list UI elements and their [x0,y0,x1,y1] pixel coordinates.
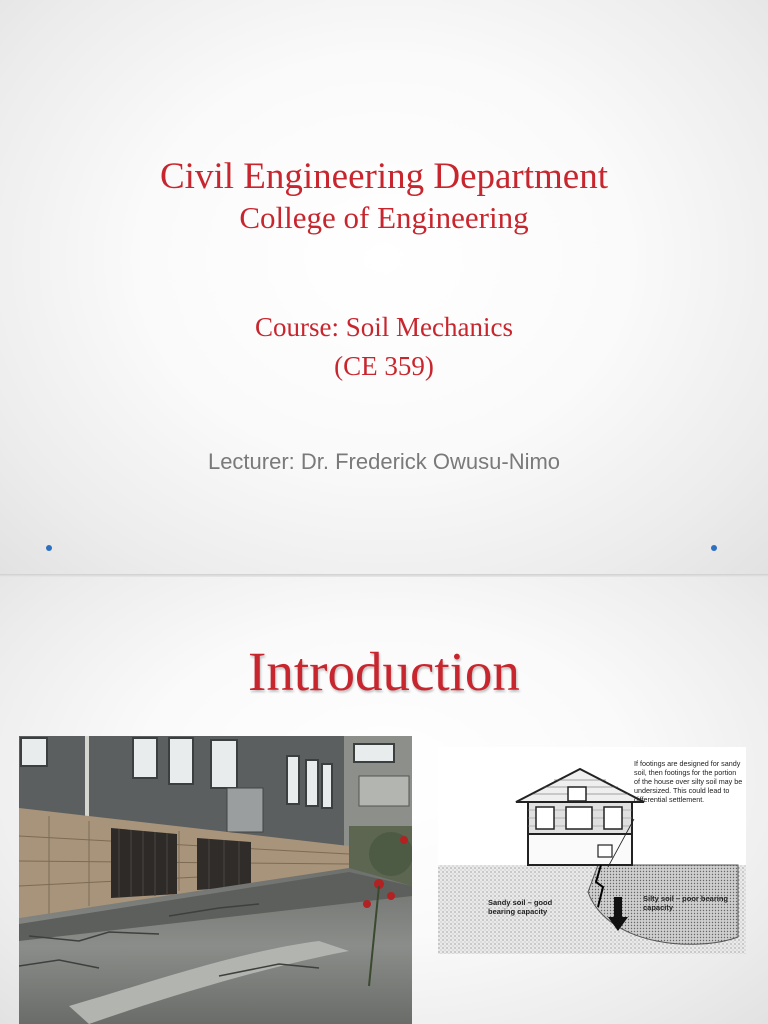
building-settlement-photo [19,736,412,1024]
sandy-soil-label: Sandy soil – good bearing capacity [488,898,553,916]
soil-settlement-diagram [438,747,746,954]
introduction-slide [0,577,768,1024]
bullet-dot-icon [711,545,717,551]
college-title: College of Engineering [239,200,529,235]
department-title: Civil Engineering Department [160,156,608,197]
lecturer-name: Lecturer: Dr. Frederick Owusu-Nimo [207,449,561,474]
bullet-dot-icon [46,545,52,551]
course-title: Course: Soil Mechanics [255,312,513,342]
slide-title: Introduction [248,641,520,702]
diagram-note: If footings are designed for sandy soil, then footings for the portion of the house over silty soil may be undersized. This could lead to differential settlement. [634,759,743,804]
course-code: (CE 359) [334,351,434,381]
silty-soil-label: Silty soil – poor bearing capacity [643,894,729,912]
